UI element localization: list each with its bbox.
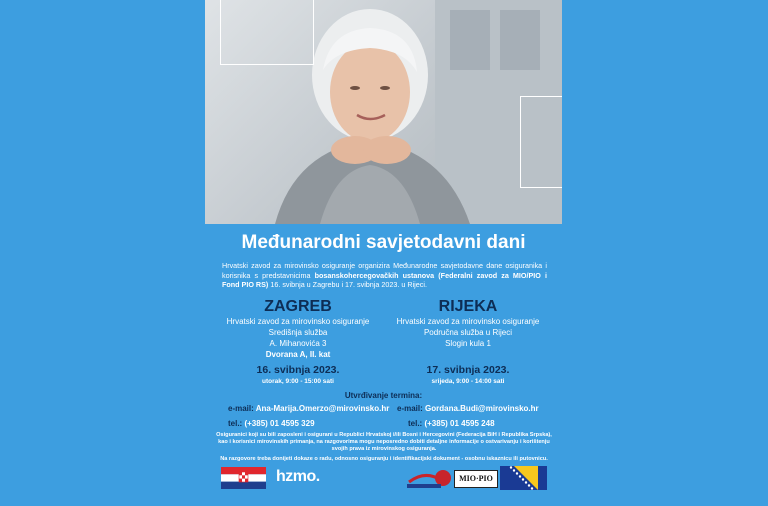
zagreb-tel: (+385) 01 4595 329: [244, 419, 315, 428]
zagreb-date: 16. svibnja 2023.: [256, 364, 340, 376]
zagreb-line-1: Hrvatski zavod za mirovinsko osiguranje: [226, 317, 370, 326]
zagreb-hall: Dvorana A, II. kat: [265, 350, 331, 359]
intro-text-bold: bosanskohercegovačkih ustanova (Federalni zavod za MIO/PIO i Fond PIO RS): [222, 270, 547, 290]
mio-pio-logo: MIO·PIO: [454, 470, 498, 488]
rijeka-column: [373, 298, 563, 386]
rijeka-date: 17. svibnja 2023.: [426, 364, 510, 376]
footer-paragraph-1: Osiguranici koji su bili zaposleni i osigurani u Republici Hrvatskoj i/ili Bosni i Hercegovini (Federacija BiH i Republika Srpska), kao i korisnici mirovinskih primanja, na razgovorima mogu neposredno dobiti detaljne informacije o ostvarivanju i korištenju svojih prava iz mirovinskog osiguranja.: [216, 432, 552, 453]
zagreb-line-2: Središnja služba: [268, 328, 328, 337]
zagreb-time: utorak, 9:00 - 15:00 sati: [262, 378, 334, 385]
rijeka-email-link[interactable]: Gordana.Budi@mirovinsko.hr: [425, 404, 539, 413]
zagreb-line-3: A. Mihanovića 3: [269, 339, 327, 348]
rijeka-line-3: Slogin kula 1: [445, 339, 491, 348]
zagreb-email-label: e-mail:: [228, 404, 254, 413]
footer-notes: [214, 432, 554, 463]
rijeka-contact: [397, 403, 539, 430]
rijeka-time: srijeda, 9:00 - 14:00 sati: [431, 378, 505, 385]
rijeka-email-label: e-mail:: [397, 404, 423, 413]
zagreb-column: [203, 298, 393, 386]
footer-paragraph-2: Na razgovore treba donijeti dokaze o radu, odnosno osiguranju i identifikacijski dokument - osobnu iskaznicu ili putovnicu.: [220, 455, 548, 462]
zagreb-tel-label: tel.:: [228, 419, 243, 428]
rijeka-tel: (+385) 01 4595 248: [424, 419, 495, 428]
zagreb-email-link[interactable]: Ana-Marija.Omerzo@mirovinsko.hr: [255, 404, 390, 413]
rijeka-tel-label: tel.:: [408, 419, 423, 428]
intro-paragraph: [222, 261, 547, 290]
institution-logo-icon: [405, 468, 453, 490]
bosnia-herzegovina-flag-icon: [500, 466, 547, 490]
decorative-frame-top-left: [220, 0, 314, 65]
decorative-frame-right: [520, 96, 562, 188]
rijeka-line-1: Hrvatski zavod za mirovinsko osiguranje: [396, 317, 540, 326]
zagreb-contact: [228, 403, 389, 430]
page-title: Međunarodni savjetodavni dani: [241, 232, 526, 253]
rijeka-city: RIJEKA: [438, 298, 498, 315]
hzmo-logo: hzmo.: [276, 468, 320, 485]
croatia-flag-icon: [221, 467, 266, 489]
zagreb-city: ZAGREB: [264, 298, 332, 315]
rijeka-line-2: Područna služba u Rijeci: [423, 328, 513, 337]
intro-text-1: Hrvatski zavod za mirovinsko osiguranje organizira Međunarodne savjetodavne dane osiguranika i korisnika s predstavnicima: [222, 261, 547, 280]
intro-text-2: 16. svibnja u Zagrebu i 17. svibnja 2023. u Rijeci.: [268, 280, 427, 290]
appointment-heading: Utvrđivanje termina:: [344, 391, 423, 400]
